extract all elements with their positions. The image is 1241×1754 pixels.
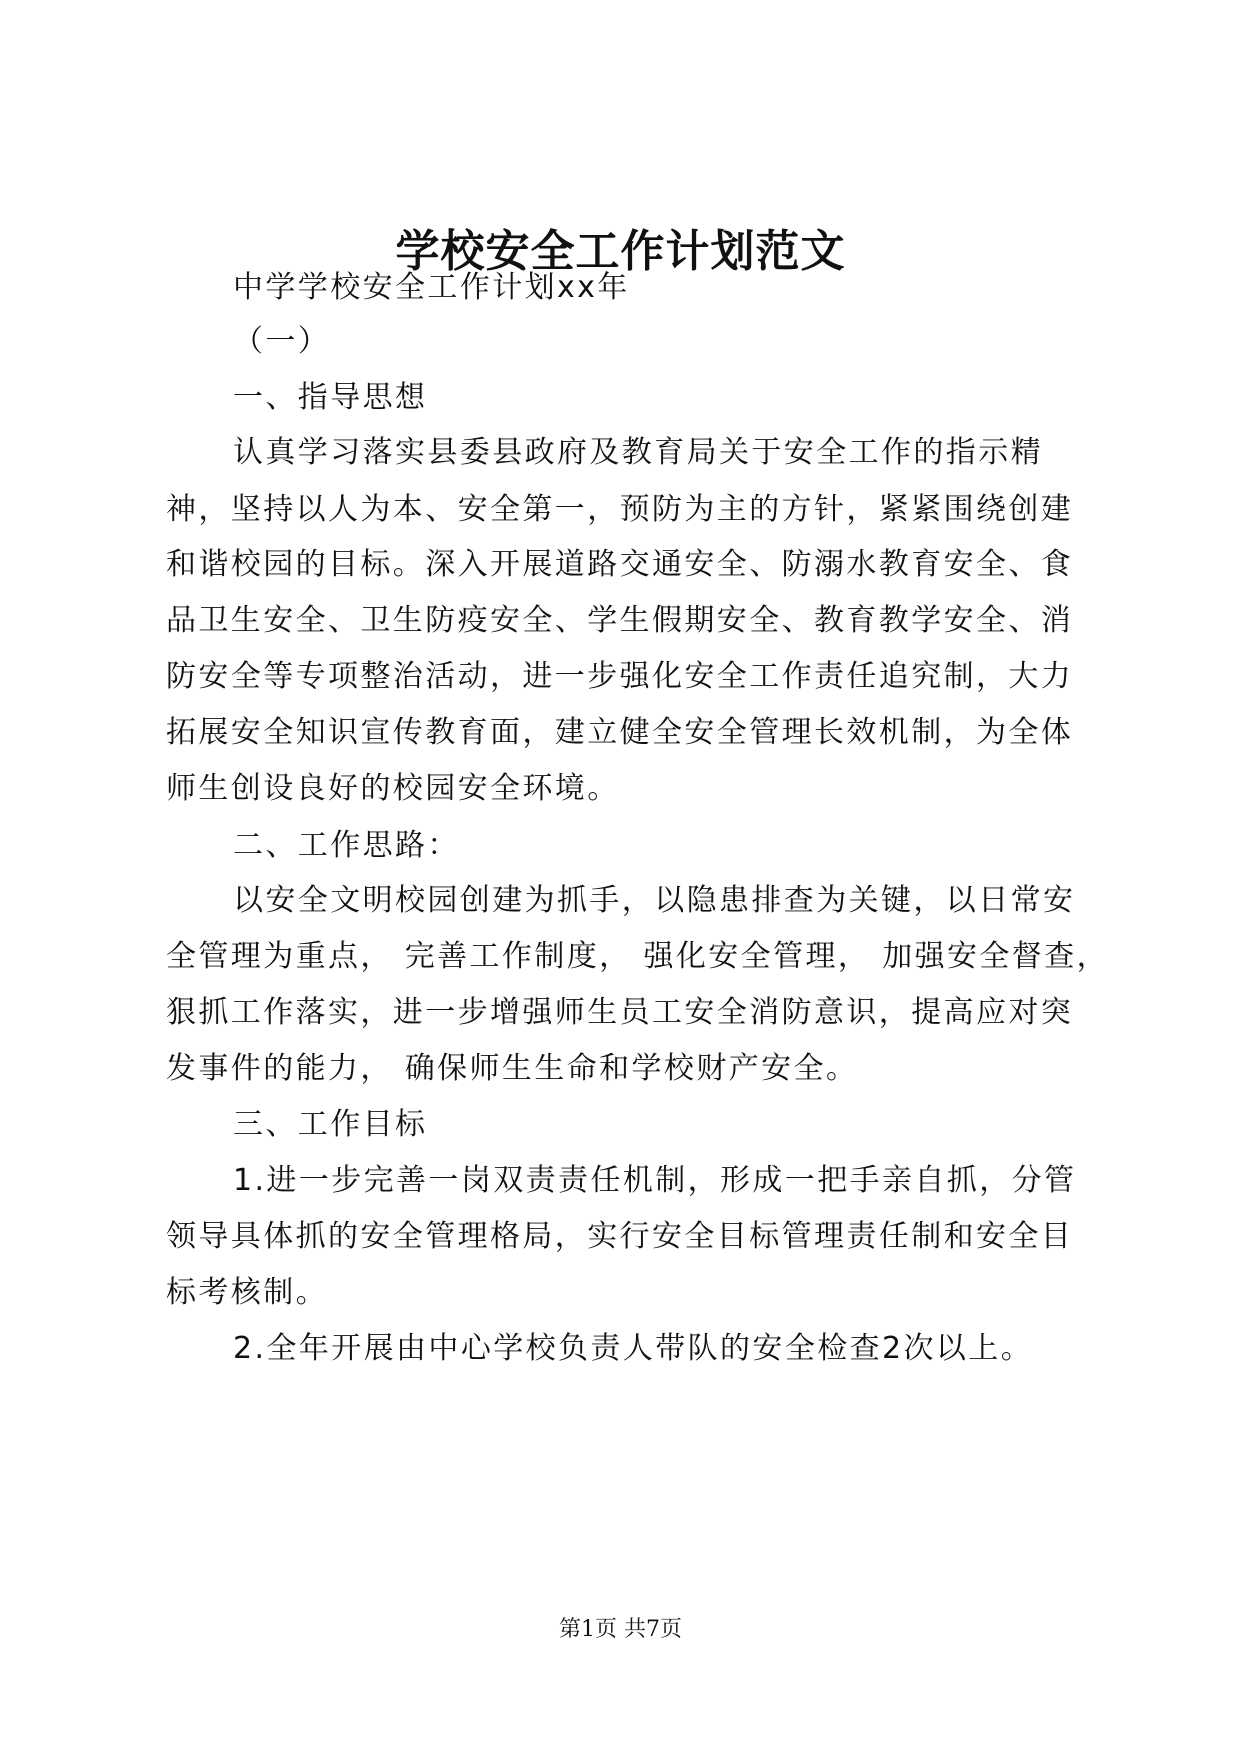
paragraph-line: 以安全文明校园创建为抓手，以隐患排查为关键，以日常安 xyxy=(233,883,1076,918)
section-heading-work-approach: 二、工作思路： xyxy=(233,828,460,863)
paragraph-line: 防安全等专项整治活动，进一步强化安全工作责任追究制，大力 xyxy=(166,659,1074,694)
section-marker: （一） xyxy=(233,324,331,359)
paragraph-line: 师生创设良好的校园安全环境。 xyxy=(166,771,620,806)
paragraph-line: 品卫生安全、卫生防疫安全、学生假期安全、教育教学安全、消 xyxy=(166,603,1074,638)
paragraph-line: 标考核制。 xyxy=(166,1275,328,1310)
section-heading-work-goals: 三、工作目标 xyxy=(233,1107,428,1142)
paragraph-line: 发事件的能力， 确保师生生命和学校财产安全。 xyxy=(166,1051,859,1086)
paragraph-line: 1.进一步完善一岗双责责任机制，形成一把手亲自抓，分管 xyxy=(233,1163,1077,1198)
page-number-footer: 第1页 共7页 xyxy=(559,1617,682,1642)
section-heading-guiding-thought: 一、指导思想 xyxy=(233,380,428,415)
paragraph-line: 认真学习落实县委县政府及教育局关于安全工作的指示精 xyxy=(233,435,1043,470)
paragraph-line: 2.全年开展由中心学校负责人带队的安全检查2次以上。 xyxy=(233,1331,1034,1366)
paragraph-line: 拓展安全知识宣传教育面，建立健全安全管理长效机制，为全体 xyxy=(166,715,1074,750)
paragraph-line: 狠抓工作落实，进一步增强师生员工安全消防意识，提高应对突 xyxy=(166,995,1074,1030)
paragraph-line: 和谐校园的目标。深入开展道路交通安全、防溺水教育安全、食 xyxy=(166,547,1074,582)
subtitle-line: 中学学校安全工作计划xx年 xyxy=(233,270,630,305)
paragraph-line: 全管理为重点， 完善工作制度， 强化安全管理， 加强安全督查， xyxy=(166,939,1110,974)
paragraph-line: 领导具体抓的安全管理格局，实行安全目标管理责任制和安全目 xyxy=(166,1219,1074,1254)
document-title: 学校安全工作计划范文 xyxy=(395,226,846,277)
paragraph-line: 神，坚持以人为本、安全第一，预防为主的方针，紧紧围绕创建 xyxy=(166,492,1074,527)
